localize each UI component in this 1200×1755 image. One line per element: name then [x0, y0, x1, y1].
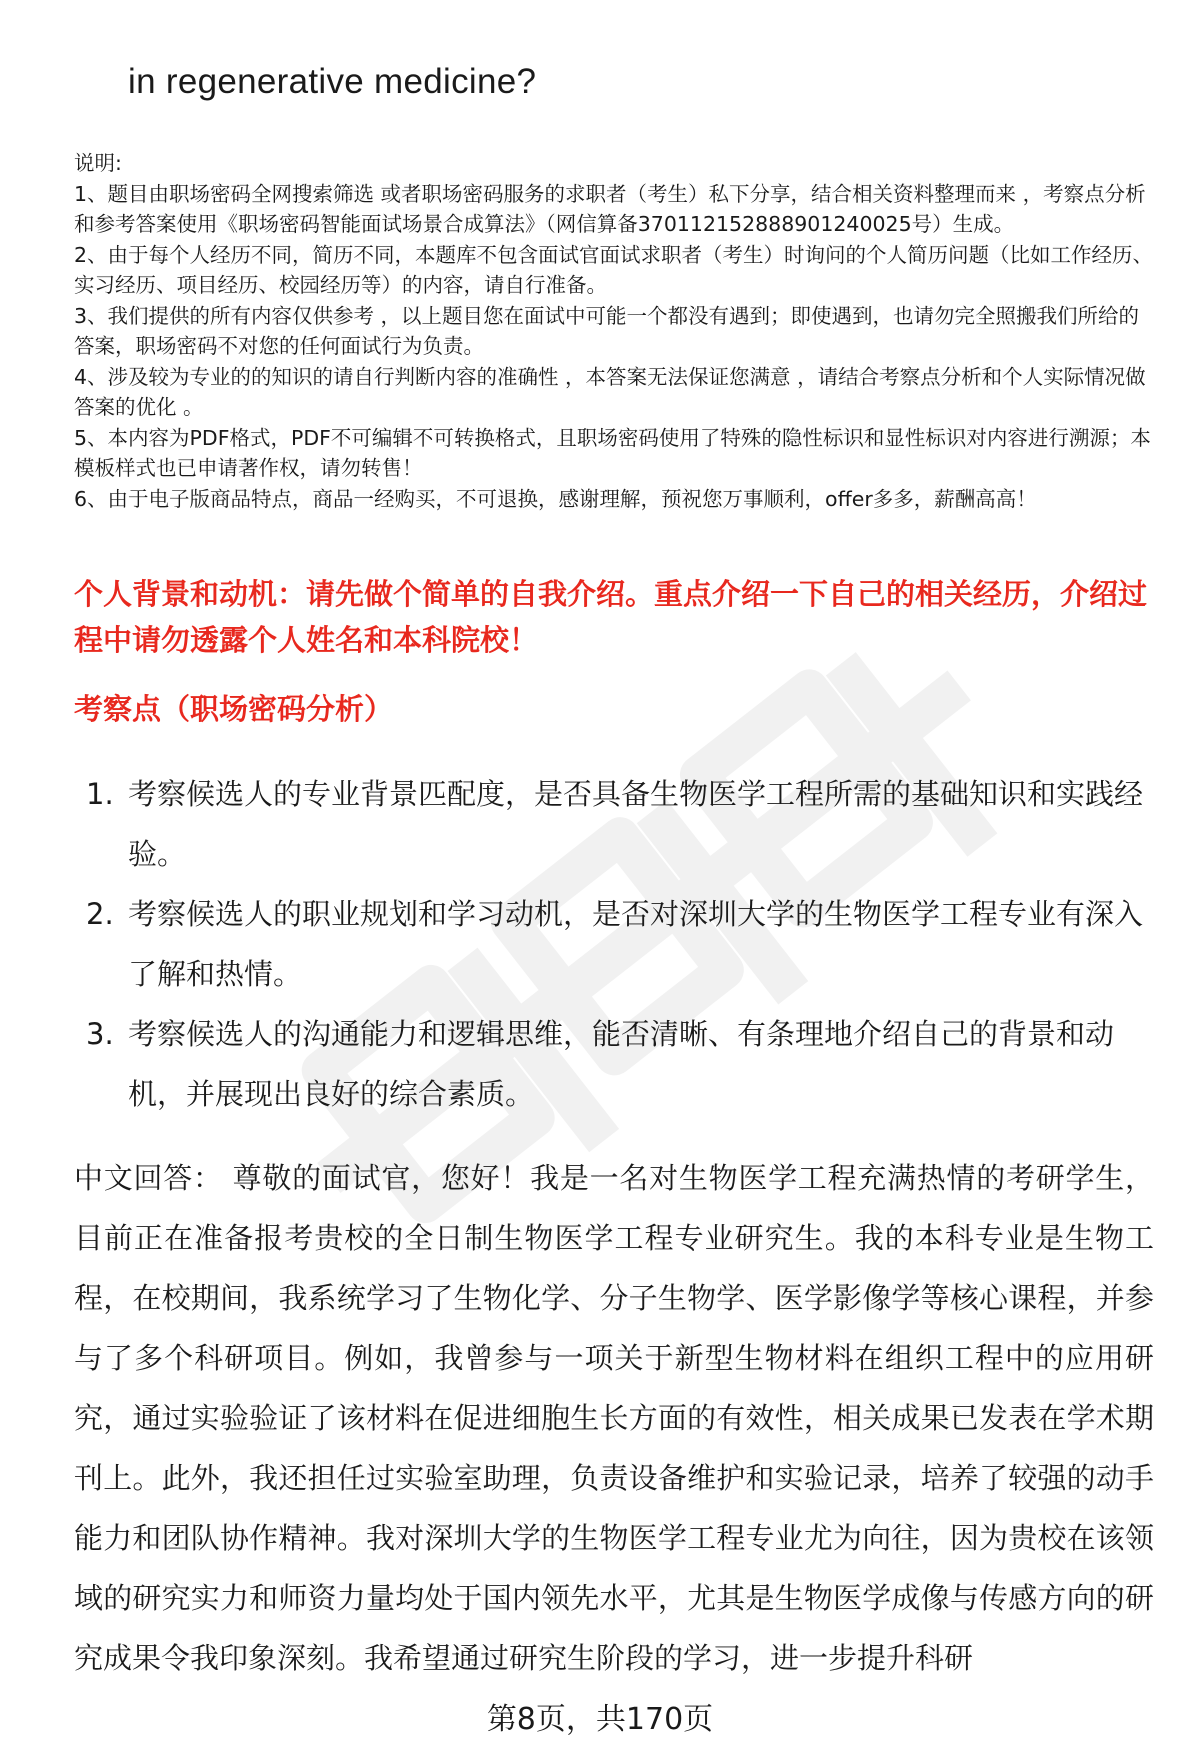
analysis-point-text: 考察候选人的职业规划和学习动机，是否对深圳大学的生物医学工程专业有深入了解和热情。: [128, 897, 1144, 991]
note-item-4: 4、涉及较为专业的的知识的请自行判断内容的准确性 ，本答案无法保证您满意 ，请结合考察点分析和个人实际情况做答案的优化 。: [74, 364, 1146, 419]
page-number-footer: 第8页，共170页: [486, 1702, 714, 1737]
note-item-1: 1、题目由职场密码全网搜索筛选 或者职场密码服务的求职者（考生）私下分享，结合相关资料整理而来 ，考察点分析和参考答案使用《职场密码智能面试场景合成算法》（网信算备370112152888901240025号）生成。: [74, 181, 1146, 236]
analysis-point-text: 考察候选人的沟通能力和逻辑思维，能否清晰、有条理地介绍自己的背景和动机，并展现出良好的综合素质。: [128, 1017, 1115, 1111]
analysis-point: [74, 1004, 1154, 1124]
analysis-point-number: 3.: [86, 1017, 114, 1051]
analysis-point-number: 2.: [86, 897, 114, 931]
note-item-5: 5、本内容为PDF格式，PDF不可编辑不可转换格式，且职场密码使用了特殊的隐性标识和显性标识对内容进行溯源；本模板样式也已申请著作权，请勿转售！: [74, 425, 1151, 480]
notes-section: [74, 148, 1154, 514]
analysis-points-list: [74, 764, 1154, 1124]
notes-title: 说明:: [74, 151, 122, 175]
note-item-6: 6、由于电子版商品特点，商品一经购买，不可退换，感谢理解，预祝您万事顺利，offer多多，薪酬高高！: [74, 486, 1037, 511]
note-item-2: 2、由于每个人经历不同，简历不同，本题库不包含面试官面试求职者（考生）时询问的个人简历问题（比如工作经历、实习经历、项目经历、校园经历等）的内容，请自行准备。: [74, 242, 1154, 297]
analysis-heading: 考察点（职场密码分析）: [74, 692, 394, 726]
analysis-point: [74, 884, 1154, 1004]
analysis-point-number: 1.: [86, 777, 114, 811]
previous-question-fragment: in regenerative medicine?: [128, 62, 537, 101]
analysis-point-text: 考察候选人的专业背景匹配度，是否具备生物医学工程所需的基础知识和实践经验。: [128, 777, 1144, 871]
analysis-point: [74, 764, 1154, 884]
answer-paragraph: 中文回答： 尊敬的面试官，您好！我是一名对生物医学工程充满热情的考研学生，目前正在准备报考贵校的全日制生物医学工程专业研究生。我的本科专业是生物工程，在校期间，我系统学习了生物化学、分子生物学、医学影像学等核心课程，并参与了多个科研项目。例如，我曾参与一项关于新型生物材料在组织工程中的应用研究，通过实验验证了该材料在促进细胞生长方面的有效性，相关成果已发表在学术期刊上。此外，我还担任过实验室助理，负责设备维护和实验记录，培养了较强的动手能力和团队协作精神。我对深圳大学的生物医学工程专业尤为向往，因为贵校在该领域的研究实力和师资力量均处于国内领先水平，尤其是生物医学成像与传感方向的研究成果令我印象深刻。我希望通过研究生阶段的学习，进一步提升科研: [74, 1161, 1154, 1675]
question-heading: 个人背景和动机：请先做个简单的自我介绍。重点介绍一下自己的相关经历，介绍过程中请勿透露个人姓名和本科院校！: [74, 577, 1148, 657]
note-item-3: 3、我们提供的所有内容仅供参考 ，以上题目您在面试中可能一个都没有遇到；即使遇到，也请勿完全照搬我们所给的答案，职场密码不对您的任何面试行为负责。: [74, 303, 1140, 358]
